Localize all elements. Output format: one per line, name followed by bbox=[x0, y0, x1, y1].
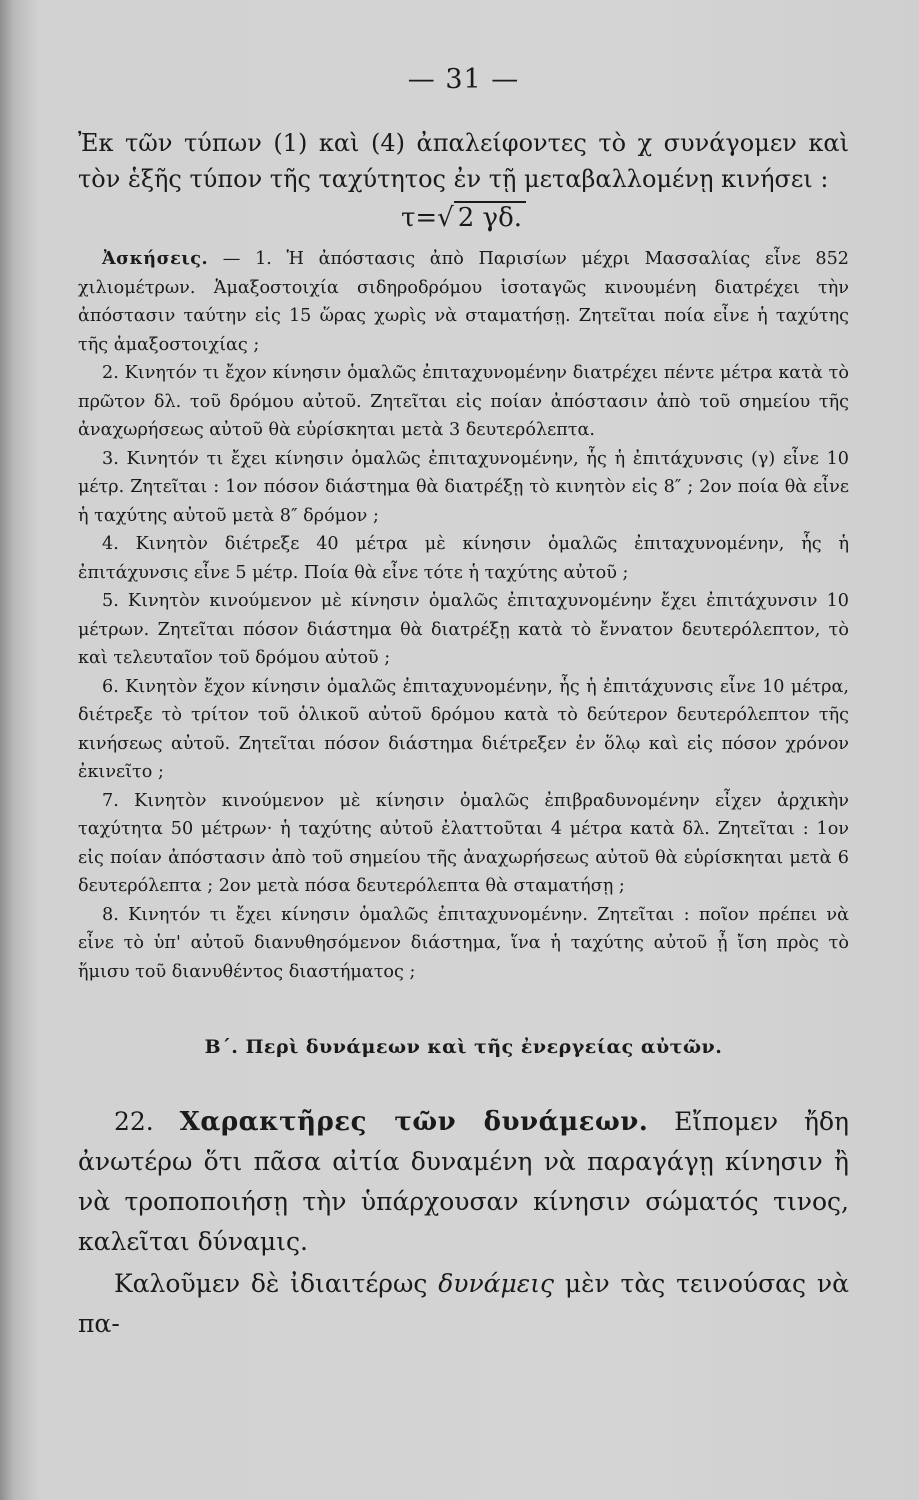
paragraph-heading: Χαρακτῆρες τῶν δυνάμεων. bbox=[179, 1107, 649, 1137]
formula-lhs: τ= bbox=[400, 203, 438, 233]
exercise-7: 7. Κινητὸν κινούμενον μὲ κίνησιν ὁμαλῶς ἐπιβραδυνομένην εἶχεν ἀρχικὴν ταχύτητα 50 μέτρων· ἡ ταχύτης αὐτοῦ ἐλαττοῦται 4 μέτρα κατὰ δλ. Ζητεῖται : 1ον εἰς ποίαν ἀπόστασιν ἀπὸ τοῦ σημείου τῆς ἀναχωρήσεως αὐτοῦ θὰ εὑρίσκηται μετὰ 6 δευτερόλεπτα ; 2ον μετὰ πόσα δευτερόλεπτα θὰ σταματήσῃ ; bbox=[78, 790, 849, 896]
formula-radicand: 2 γδ. bbox=[454, 201, 526, 233]
exercise-text: — 1. Ἡ ἀπόστασις ἀπὸ Παρισίων μέχρι Μασσαλίας εἶνε 852 χιλιομέτρων. Ἁμαξοστοιχία σιδηροδρόμου ἰσοταγῶς κινουμένη διατρέχει τὴν ἀπόστασιν ταύτην εἰς 15 ὥρας χωρὶς νὰ σταματήσῃ. Ζητεῖται ποία εἶνε ἡ ταχύτης τῆς ἁμαξοστοιχίας ; bbox=[78, 249, 849, 355]
paragraph-number: 22. bbox=[114, 1107, 154, 1136]
exercise-2: 2. Κινητόν τι ἔχον κίνησιν ὁμαλῶς ἐπιταχυνομένην διατρέχει πέντε μέτρα κατὰ τὸ πρῶτον δλ. τοῦ δρόμου αὐτοῦ. Ζητεῖται εἰς ποίαν ἀπόστασιν ἀπὸ τοῦ σημείου τῆς ἀναχωρήσεως αὐτοῦ θὰ εὑρίσκηται μετὰ 3 δευτερόλεπτα. bbox=[78, 363, 849, 440]
continuation-end: μὲν τὰς τεινούσας νὰ πα- bbox=[78, 1269, 849, 1338]
continuation-italic: δυνάμεις bbox=[438, 1269, 555, 1298]
exercise-5: 5. Κινητὸν κινούμενον μὲ κίνησιν ὁμαλῶς ἐπιταχυνομένην ἔχει ἐπιτάχυνσιν 10 μέτρων. Ζητεῖται πόσον διάστημα θὰ διατρέξῃ κατὰ τὸ ἔννατον δευτερόλεπτον, τὸ καὶ τελευταῖον τοῦ δρόμου αὐτοῦ ; bbox=[78, 591, 849, 668]
continuation-start: Καλοῦμεν δὲ ἰδιαιτέρως bbox=[114, 1269, 439, 1298]
paragraph-continuation bbox=[78, 1264, 849, 1344]
exercises-lead: Ἀσκήσεις. bbox=[102, 248, 209, 269]
page-number: — 31 — bbox=[407, 64, 520, 95]
exercise-4: 4. Κινητὸν διέτρεξε 40 μέτρα μὲ κίνησιν ὁμαλῶς ἐπιταχυνομένην, ἧς ἡ ἐπιτάχυνσις εἶνε 5 μέτρ. Ποία θὰ εἶνε τότε ἡ ταχύτης αὐτοῦ ; bbox=[78, 534, 849, 583]
exercise-8: 8. Κινητόν τι ἔχει κίνησιν ὁμαλῶς ἐπιταχυνομένην. Ζητεῖται : ποῖον πρέπει νὰ εἶνε τὸ ὑπ' αὐτοῦ διανυθησόμενον διάστημα, ἵνα ἡ ταχύτης αὐτοῦ ᾖ ἴση πρὸς τὸ ἥμισυ τοῦ διανυθέντος διαστήματος ; bbox=[78, 904, 849, 982]
exercise-6: 6. Κινητὸν ἔχον κίνησιν ὁμαλῶς ἐπιταχυνομένην, ἧς ἡ ἐπιτάχυνσις εἶνε 10 μέτρα, διέτρεξε τὸ τρίτον τοῦ ὁλικοῦ αὐτοῦ δρόμου κατὰ τὸ δεύτερον δευτερόλεπτον τῆς κινήσεως αὐτοῦ. Ζητεῖται πόσον διάστημα διέτρεξεν ἐν ὅλῳ καὶ εἰς πόσον χρόνον ἐκινεῖτο ; bbox=[78, 676, 849, 782]
section-heading: Β΄. Περὶ δυνάμεων καὶ τῆς ἐνεργείας αὐτῶν. bbox=[204, 1036, 723, 1058]
paragraph-22 bbox=[78, 1102, 849, 1262]
exercise-3: 3. Κινητόν τι ἔχει κίνησιν ὁμαλῶς ἐπιταχυνομένην, ἧς ἡ ἐπιτάχυνσις (γ) εἶνε 10 μέτρ. Ζητεῖται : 1ον πόσον διάστημα θὰ διατρέξῃ τὸ κινητὸν εἰς 8″ ; 2ον ποία θὰ εἶνε ἡ ταχύτης αὐτοῦ μετὰ 8″ δρόμον ; bbox=[78, 448, 849, 526]
paragraph-text: Εἴπομεν ἤδη ἀνωτέρω ὅτι πᾶσα αἰτία δυναμένη νὰ παραγάγῃ κίνησιν ἢ νὰ τροποποιήσῃ τὴν ὑπάρχουσαν κίνησιν σώματός τινος, καλεῖται δύναμις. bbox=[78, 1107, 849, 1256]
velocity-formula bbox=[78, 203, 849, 233]
intro-paragraph: Ἐκ τῶν τύπων (1) καὶ (4) ἀπαλείφοντες τὸ χ συνάγομεν καὶ τὸν ἑξῆς τύπον τῆς ταχύτητος ἐν τῇ μεταβαλλομένῃ κινήσει : bbox=[78, 129, 849, 193]
exercise-1 bbox=[78, 245, 849, 359]
exercises-block bbox=[78, 245, 849, 986]
root-sign: √ bbox=[437, 203, 454, 233]
